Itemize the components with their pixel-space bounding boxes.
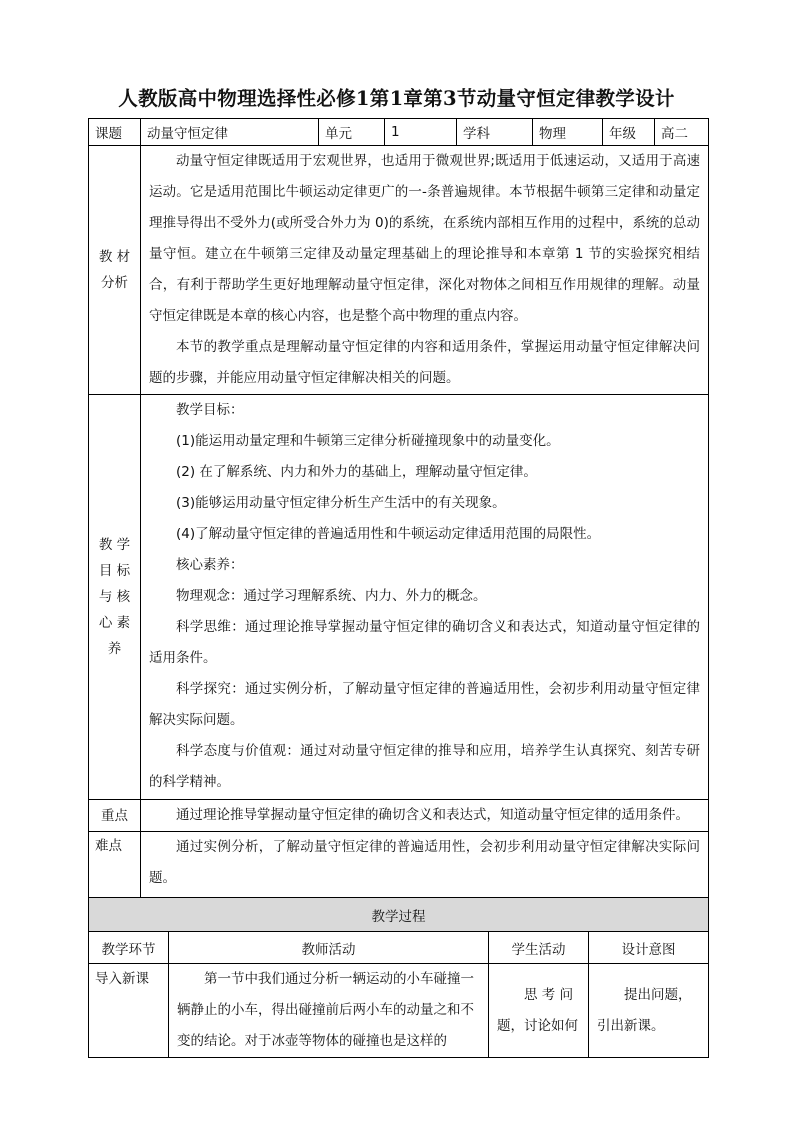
info-row	[89, 119, 709, 146]
grade-value: 高二	[655, 119, 709, 146]
material-label-line: 教 材	[98, 249, 131, 265]
material-row	[89, 146, 709, 395]
header-intent: 设计意图	[589, 932, 709, 964]
course-label: 课题	[89, 119, 141, 146]
difficulty-content	[141, 832, 709, 899]
unit-value: 1	[385, 119, 457, 146]
material-label-line: 分析	[101, 275, 128, 291]
goals-label	[89, 395, 141, 800]
process-header-row	[89, 932, 709, 964]
table-row	[89, 964, 709, 1058]
lesson-info-table	[88, 118, 709, 899]
goal-item: 物理观念：通过学习理解系统、内力、外力的概念。	[176, 588, 487, 604]
process-banner-row	[89, 898, 709, 932]
header-teacher: 教师活动	[169, 932, 489, 964]
goal-item: 科学思维：通过理论推导掌握动量守恒定律的确切含义和表达式，知道动量守恒定律的适用条件。	[149, 619, 700, 666]
header-stage: 教学环节	[89, 932, 169, 964]
goals-label-line: 教 学	[98, 537, 131, 553]
student-text: 思 考 问题，讨论如何	[497, 986, 578, 1034]
goals-label-line: 与 核	[98, 589, 131, 605]
stage-text: 导入新课	[95, 971, 149, 987]
page-title: 人教版高中物理选择性必修1第1章第3节动量守恒定律教学设计	[118, 87, 675, 110]
unit-label: 单元	[319, 119, 385, 146]
goal-item: 核心素养：	[176, 557, 244, 573]
student-cell	[489, 964, 589, 1058]
goal-item: (2) 在了解系统、内力和外力的基础上，理解动量守恒定律。	[176, 464, 537, 480]
stage-cell	[89, 964, 169, 1058]
goal-item: 科学探究：通过实例分析，了解动量守恒定律的普遍适用性，会初步利用动量守恒定律解决实际问题。	[149, 681, 700, 728]
difficulty-text: 通过实例分析，了解动量守恒定律的普遍适用性，会初步利用动量守恒定律解决实际问题。	[149, 839, 700, 886]
key-point-row	[89, 800, 709, 832]
intent-cell	[589, 964, 709, 1058]
header-student: 学生活动	[489, 932, 589, 964]
difficulty-row	[89, 832, 709, 899]
key-point-text: 通过理论推导掌握动量守恒定律的确切含义和表达式，知道动量守恒定律的适用条件。	[176, 807, 689, 823]
goal-item: (4)了解动量守恒定律的普遍适用性和牛顿运动定律适用范围的局限性。	[176, 526, 601, 542]
goals-label-line: 养	[107, 641, 122, 657]
material-label	[89, 146, 141, 395]
goal-item: (3)能够运用动量守恒定律分析生产生活中的有关现象。	[176, 495, 506, 511]
material-paragraph: 动量守恒定律既适用于宏观世界，也适用于微观世界;既适用于低速运动，又适用于高速运动。它是适用范围比牛顿运动定律更广的一-条普遍规律。本节根据牛顿第三定律和动量定理推导得出不受外力(或所受合外力为 0)的系统，在系统内部相互作用的过程中，系统的总动量守恒。建立在牛顿第三定律及动量定理基础上的理论推导和本章第 1 节的实验探究相结合，有利于帮助学生更好地理解动量守恒定律，深化对物体之间相互作用规律的理解。动量守恒定律既是本章的核心内容，也是整个高中物理的重点内容。	[149, 153, 700, 324]
course-value: 动量守恒定律	[141, 119, 319, 146]
process-banner: 教学过程	[89, 898, 709, 932]
goals-row	[89, 395, 709, 800]
key-point-content	[141, 800, 709, 832]
intent-text: 提出问题，引出新课。	[597, 986, 692, 1034]
goals-label-line: 心 素	[98, 615, 131, 631]
goal-item: 教学目标：	[176, 402, 244, 418]
teaching-process-table	[88, 897, 709, 1058]
difficulty-label: 难点	[89, 832, 141, 899]
grade-label: 年级	[603, 119, 655, 146]
teacher-text: 第一节中我们通过分析一辆运动的小车碰撞一辆静止的小车，得出碰撞前后两小车的动量之和不变的结论。对于冰壶等物体的碰撞也是这样的	[177, 971, 474, 1049]
goals-label-line: 目 标	[98, 563, 131, 579]
goal-item: 科学态度与价值观：通过对动量守恒定律的推导和应用，培养学生认真探究、刻苦专研的科学精神。	[149, 743, 700, 790]
teacher-cell	[169, 964, 489, 1058]
material-content	[141, 146, 709, 395]
key-point-label: 重点	[89, 800, 141, 832]
subject-value: 物理	[533, 119, 603, 146]
subject-label: 学科	[457, 119, 533, 146]
goals-content	[141, 395, 709, 800]
goal-item: (1)能运用动量定理和牛顿第三定律分析碰撞现象中的动量变化。	[176, 433, 560, 449]
material-paragraph: 本节的教学重点是理解动量守恒定律的内容和适用条件，掌握运用动量守恒定律解决问题的步骤，并能应用动量守恒定律解决相关的问题。	[149, 339, 700, 386]
